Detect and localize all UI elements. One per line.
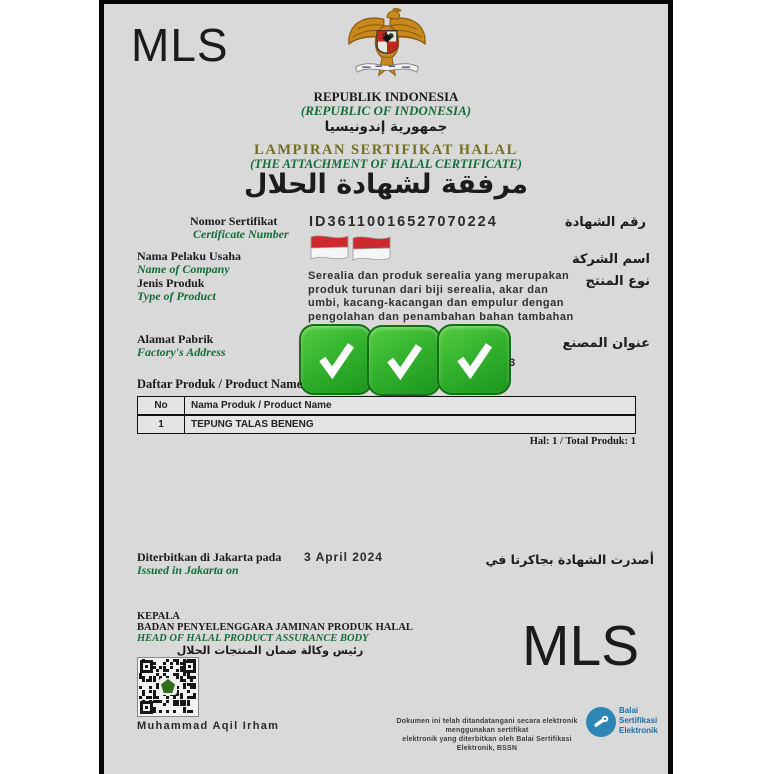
pagination-text: Hal: 1 / Total Produk: 1 [529, 436, 636, 447]
product-type-value: Serealia dan produk serealia yang merupakan produk turunan dari biji serealia, akar dan umbi, kacang-kacangan dan empulur dengan pengolahan dan penambahan bahan tambahan [308, 270, 574, 323]
factory-address-label-en: Factory's Address [137, 345, 226, 359]
signatory-title-ar: رئيس وكالة ضمان المنتجات الحلال [176, 644, 364, 657]
doc-title-en: (THE ATTACHMENT OF HALAL CERTIFICATE) [250, 157, 522, 171]
cert-number-label-en: Certificate Number [193, 227, 289, 241]
esign-note-line1: Dokumen ini telah ditandatangani secara elektronik menggunakan sertifikat [396, 718, 578, 734]
cert-number-label: Nomor Sertifikat [190, 214, 278, 228]
product-type-label-ar: نوع المنتج [585, 274, 650, 289]
table-row [138, 415, 636, 434]
indonesia-flag-icon [350, 234, 392, 262]
check-mark-emoji-icon [299, 324, 373, 395]
cert-number-value: ID36110016527070224 [309, 214, 498, 230]
bse-logo-text [619, 706, 658, 736]
qr-code [137, 657, 199, 717]
bse-logo-icon [586, 707, 616, 737]
factory-address-label: Alamat Pabrik [137, 332, 214, 346]
indonesia-flag-icon [308, 233, 350, 261]
cell-product-name: TEPUNG TALAS BENENG [185, 415, 636, 434]
cert-number-label-ar: رقم الشهادة [564, 215, 646, 230]
esign-note [388, 717, 586, 753]
cell-no: 1 [138, 415, 185, 434]
bse-text-line1: Balai [619, 706, 639, 715]
product-type-label-en: Type of Product [137, 289, 216, 303]
product-type-label: Jenis Produk [137, 276, 205, 290]
garuda-pancasila-emblem [337, 6, 437, 82]
qr-finder-icon [140, 660, 153, 673]
country-title: REPUBLIK INDONESIA [313, 89, 459, 104]
col-header-no: No [138, 397, 185, 416]
country-title-en: (REPUBLIC OF INDONESIA) [300, 103, 472, 118]
doc-title-ar: مرفقة لشهادة الحلال [244, 169, 528, 200]
country-title-ar: جمهورية إندونيسيا [324, 119, 448, 135]
product-table-title: Daftar Produk / Product Name [137, 377, 303, 391]
bse-text-line3: Elektronik [619, 726, 658, 735]
address-visible-fragment: 3 [509, 357, 516, 369]
watermark-bottom: MLS [522, 614, 640, 678]
signatory-name: Muhammad Aqil Irham [137, 720, 280, 732]
product-table-header-row [138, 397, 636, 416]
check-mark-emoji-icon [437, 324, 511, 395]
bse-text-line2: Sertifikasi [619, 716, 658, 725]
issued-label-en: Issued in Jakarta on [137, 563, 239, 577]
product-table [137, 396, 636, 434]
company-label-ar: اسم الشركة [571, 252, 650, 267]
watermark-top: MLS [131, 19, 229, 71]
qr-finder-icon [140, 701, 153, 714]
signatory-title2-en: HEAD OF HALAL PRODUCT ASSURANCE BODY [137, 633, 369, 644]
doc-title: LAMPIRAN SERTIFIKAT HALAL [254, 142, 518, 158]
check-mark-emoji-icon [367, 325, 441, 396]
factory-address-label-ar: عنوان المصنع [562, 336, 650, 351]
company-label: Nama Pelaku Usaha [137, 249, 242, 263]
issued-label-ar: أصدرت الشهادة بجاكرتا في [485, 552, 654, 567]
signatory-title2: BADAN PENYELENGGARA JAMINAN PRODUK HALAL [137, 622, 413, 633]
issued-label: Diterbitkan di Jakarta pada [137, 550, 282, 564]
issue-date-value: 3 April 2024 [304, 550, 383, 564]
qr-finder-icon [183, 660, 196, 673]
signatory-title1: KEPALA [137, 611, 180, 622]
col-header-name: Nama Produk / Product Name [185, 397, 636, 416]
esign-note-line2: elektronik yang diterbitkan oleh Balai Sertifikasi Elektronik, BSSN [402, 736, 572, 752]
company-label-en: Name of Company [137, 262, 230, 276]
halal-logo-icon [159, 678, 177, 695]
